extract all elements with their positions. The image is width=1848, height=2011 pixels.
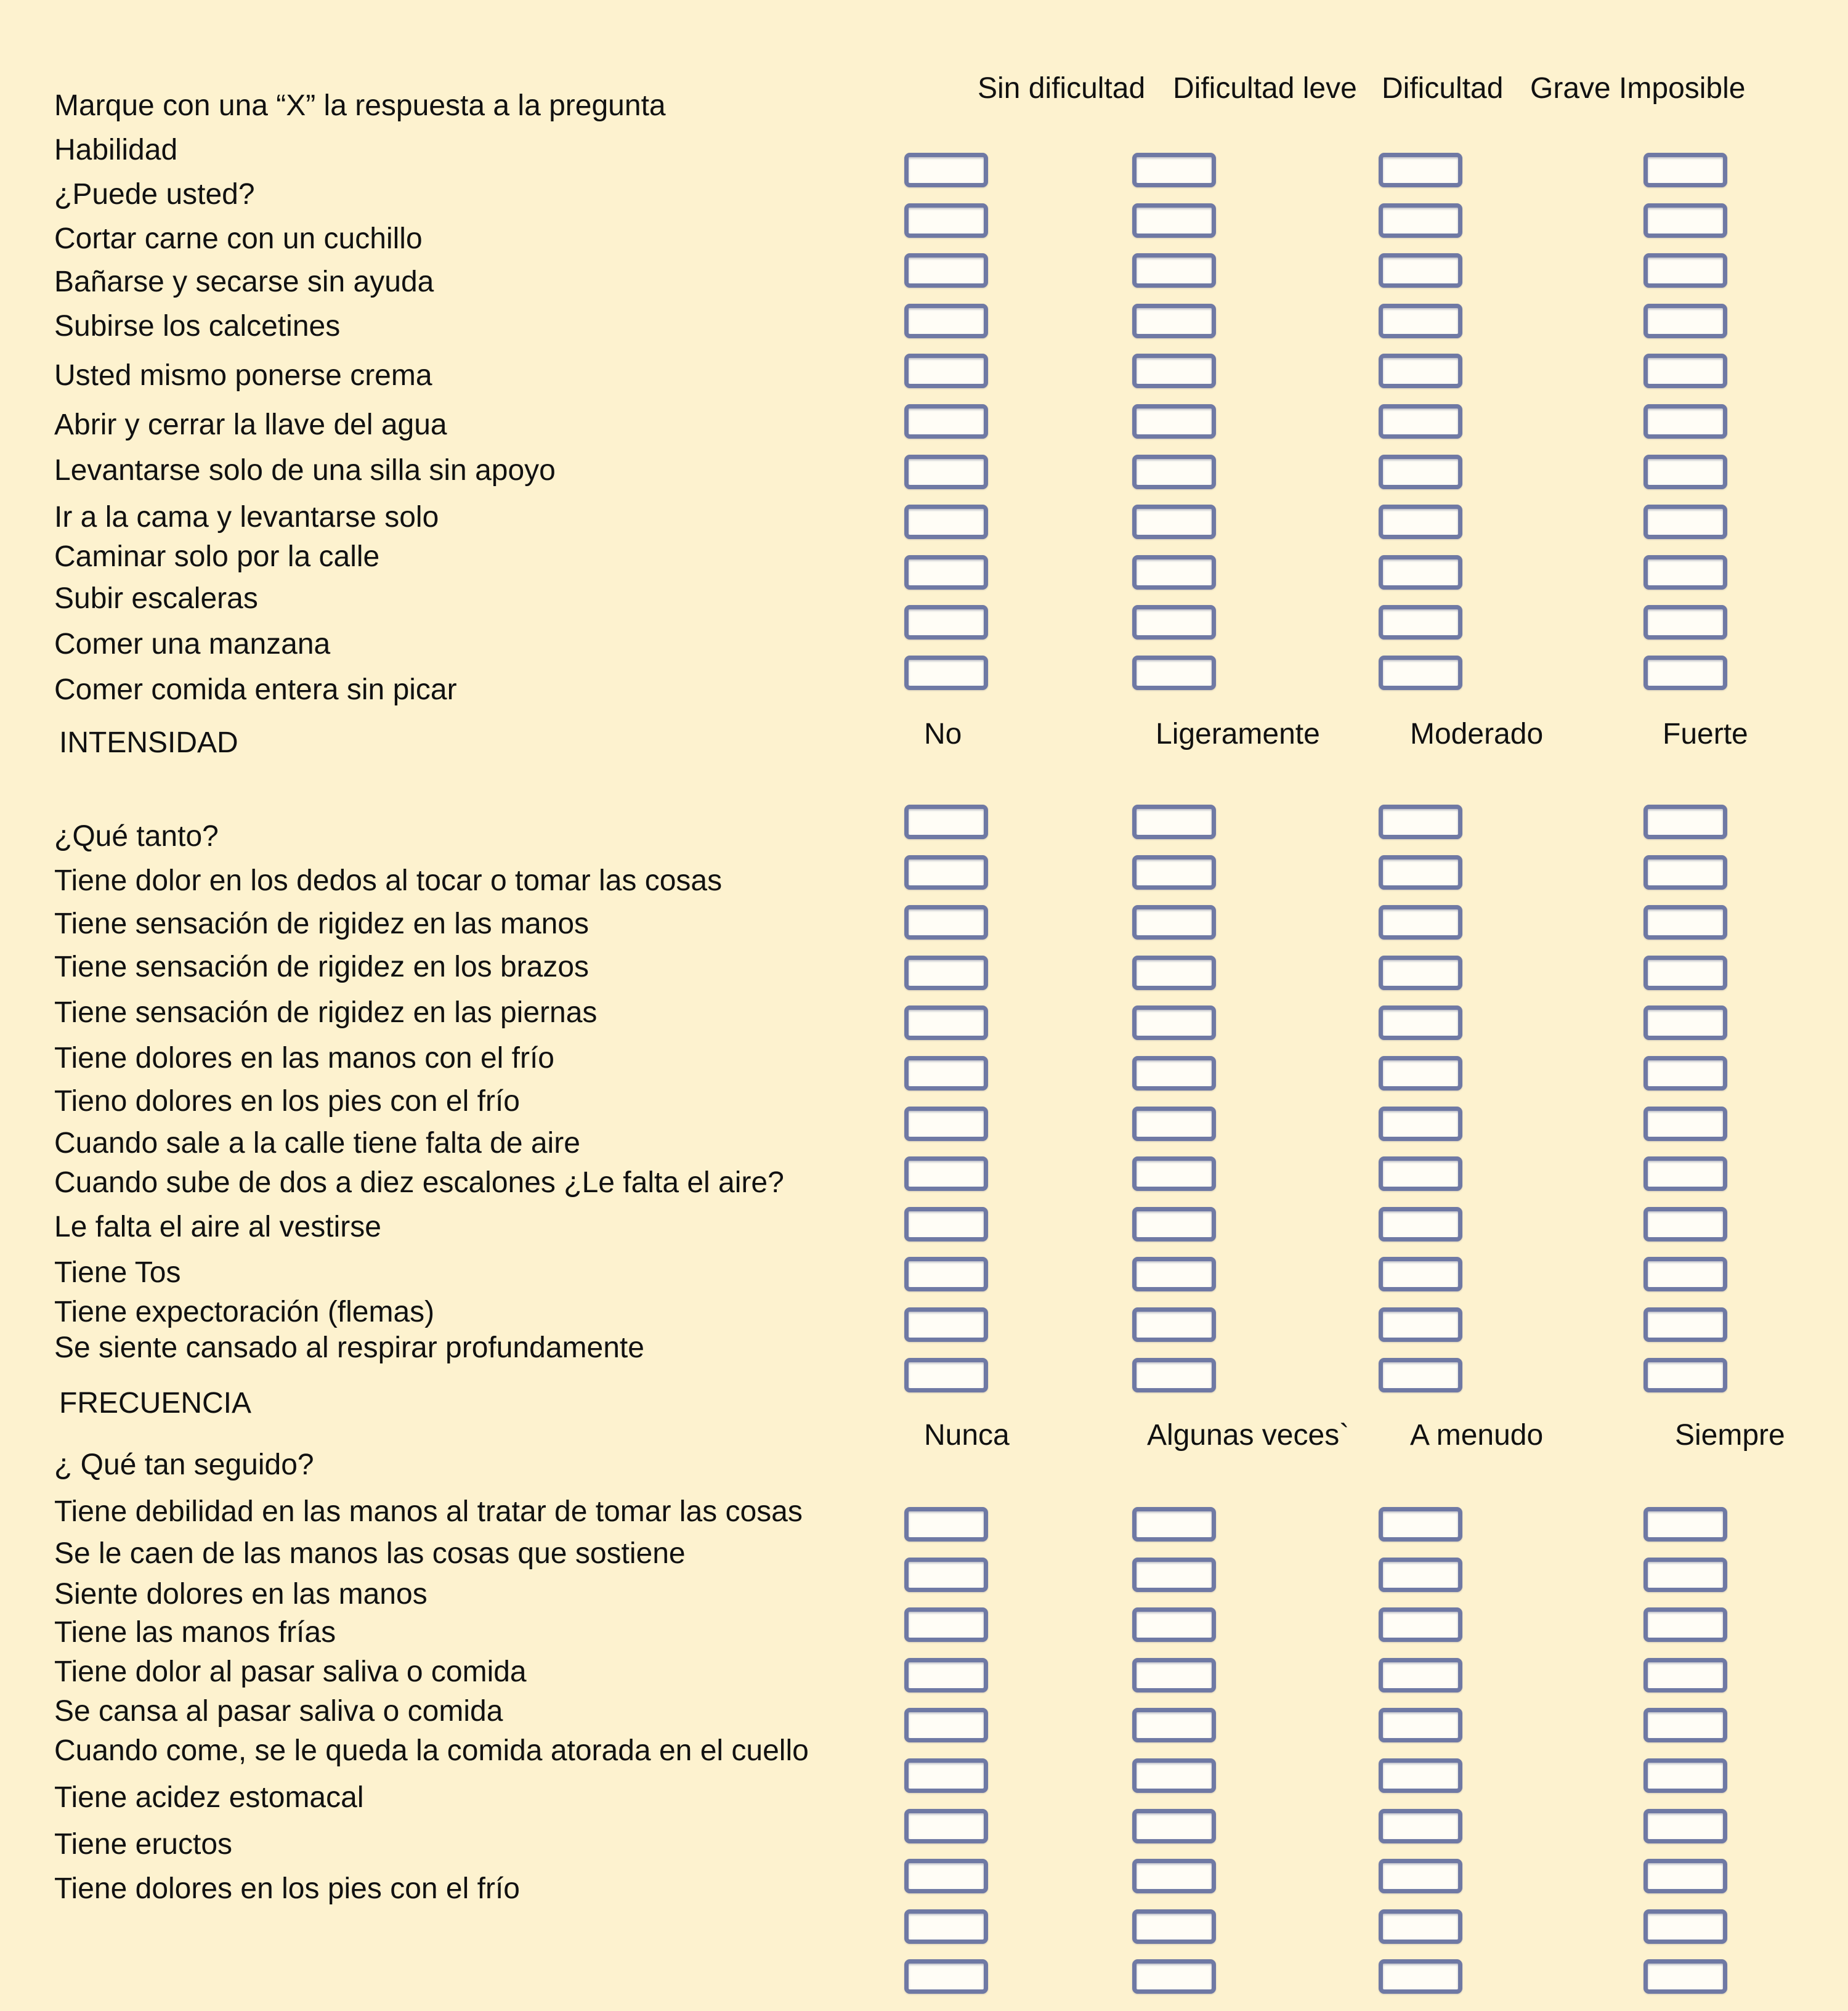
scale-intensidad-4: Fuerte (1663, 718, 1748, 750)
answer-checkbox[interactable] (1379, 1507, 1462, 1542)
answer-checkbox[interactable] (1643, 1658, 1727, 1692)
answer-checkbox[interactable] (1132, 1156, 1216, 1191)
answer-checkbox[interactable] (1379, 1358, 1462, 1392)
answer-checkbox[interactable] (1643, 1809, 1727, 1843)
answer-checkbox[interactable] (1379, 1107, 1462, 1141)
item-intensidad: Tiene expectoración (flemas) (54, 1296, 435, 1328)
answer-checkbox[interactable] (1379, 1859, 1462, 1893)
answer-checkbox[interactable] (1379, 1006, 1462, 1040)
answer-checkbox[interactable] (1132, 455, 1216, 489)
scale-intensidad-3: Moderado (1410, 718, 1544, 750)
answer-checkbox[interactable] (1132, 956, 1216, 990)
answer-checkbox[interactable] (1379, 805, 1462, 839)
answer-checkbox[interactable] (1643, 605, 1727, 640)
answer-checkbox[interactable] (904, 605, 988, 640)
answer-checkbox[interactable] (1643, 1708, 1727, 1742)
answer-checkbox[interactable] (904, 404, 988, 439)
answer-checkbox[interactable] (1643, 1859, 1727, 1893)
answer-checkbox[interactable] (1643, 956, 1727, 990)
answer-checkbox[interactable] (1643, 1056, 1727, 1091)
answer-checkbox[interactable] (1643, 1959, 1727, 1994)
answer-checkbox[interactable] (1379, 304, 1462, 338)
answer-checkbox[interactable] (904, 656, 988, 690)
answer-checkbox[interactable] (1379, 153, 1462, 187)
answer-checkbox[interactable] (1132, 505, 1216, 539)
answer-checkbox[interactable] (1643, 555, 1727, 590)
item-frecuencia: Tiene acidez estomacal (54, 1781, 364, 1814)
answer-checkbox[interactable] (1643, 805, 1727, 839)
answer-checkbox[interactable] (1132, 203, 1216, 238)
item-frecuencia: Se le caen de las manos las cosas que sostiene (54, 1537, 686, 1570)
answer-checkbox[interactable] (904, 555, 988, 590)
answer-checkbox[interactable] (1643, 1909, 1727, 1944)
item-intensidad: Tieno dolores en los pies con el frío (54, 1085, 520, 1118)
answer-checkbox[interactable] (904, 1909, 988, 1944)
answer-checkbox[interactable] (1132, 805, 1216, 839)
answer-checkbox[interactable] (904, 1207, 988, 1241)
answer-checkbox[interactable] (1132, 1809, 1216, 1843)
answer-checkbox[interactable] (904, 805, 988, 839)
answer-checkbox[interactable] (904, 905, 988, 940)
item-intensidad: Se siente cansado al respirar profundamente (54, 1331, 644, 1364)
section-question-habilidad: ¿Puede usted? (54, 178, 255, 211)
answer-checkbox[interactable] (1132, 304, 1216, 338)
item-habilidad: Levantarse solo de una silla sin apoyo (54, 454, 556, 487)
answer-checkbox[interactable] (904, 1607, 988, 1642)
answer-checkbox[interactable] (1132, 153, 1216, 187)
answer-checkbox[interactable] (1643, 304, 1727, 338)
answer-checkbox[interactable] (1132, 1006, 1216, 1040)
scale-habilidad-2: Dificultad leve (1173, 72, 1357, 105)
answer-checkbox[interactable] (904, 253, 988, 288)
answer-checkbox[interactable] (1379, 354, 1462, 388)
scale-frecuencia-4: Siempre (1675, 1419, 1785, 1452)
answer-checkbox[interactable] (1643, 1107, 1727, 1141)
item-frecuencia: Tiene debilidad en las manos al tratar de tomar las cosas (54, 1495, 803, 1528)
answer-checkbox[interactable] (904, 1859, 988, 1893)
answer-checkbox[interactable] (904, 354, 988, 388)
answer-checkbox[interactable] (904, 1006, 988, 1040)
answer-checkbox[interactable] (1643, 1558, 1727, 1592)
answer-checkbox[interactable] (1132, 1107, 1216, 1141)
item-frecuencia: Siente dolores en las manos (54, 1578, 428, 1611)
answer-checkbox[interactable] (1379, 505, 1462, 539)
answer-checkbox[interactable] (904, 1558, 988, 1592)
answer-checkbox[interactable] (1379, 1307, 1462, 1342)
answer-checkbox[interactable] (1379, 1607, 1462, 1642)
item-habilidad: Subir escaleras (54, 582, 258, 615)
answer-checkbox[interactable] (904, 153, 988, 187)
section-question-intensidad: ¿Qué tanto? (54, 820, 219, 853)
item-habilidad: Caminar solo por la calle (54, 540, 380, 573)
item-habilidad: Comer una manzana (54, 628, 331, 660)
answer-checkbox[interactable] (1643, 1156, 1727, 1191)
item-intensidad: Tiene sensación de rigidez en las piernas (54, 996, 598, 1029)
scale-habilidad-3: Dificultad (1382, 72, 1504, 105)
item-intensidad: Tiene Tos (54, 1256, 181, 1289)
item-frecuencia: Tiene eructos (54, 1828, 233, 1861)
answer-checkbox[interactable] (904, 1107, 988, 1141)
answer-checkbox[interactable] (1379, 855, 1462, 890)
answer-checkbox[interactable] (1643, 1358, 1727, 1392)
item-habilidad: Comer comida entera sin picar (54, 673, 457, 706)
answer-checkbox[interactable] (904, 1507, 988, 1542)
answer-checkbox[interactable] (1643, 1207, 1727, 1241)
answer-checkbox[interactable] (904, 1708, 988, 1742)
answer-checkbox[interactable] (904, 1658, 988, 1692)
answer-checkbox[interactable] (1379, 1056, 1462, 1091)
instruction-text: Marque con una “X” la respuesta a la pregunta (54, 89, 666, 122)
answer-checkbox[interactable] (1643, 203, 1727, 238)
answer-checkbox[interactable] (1379, 1809, 1462, 1843)
answer-checkbox[interactable] (904, 505, 988, 539)
answer-checkbox[interactable] (1379, 555, 1462, 590)
answer-checkbox[interactable] (1379, 1658, 1462, 1692)
answer-checkbox[interactable] (904, 1257, 988, 1291)
scale-habilidad-4: Grave Imposible (1530, 72, 1746, 105)
answer-checkbox[interactable] (1379, 404, 1462, 439)
answer-checkbox[interactable] (904, 956, 988, 990)
answer-checkbox[interactable] (904, 1809, 988, 1843)
answer-checkbox[interactable] (1379, 1207, 1462, 1241)
answer-checkbox[interactable] (904, 1959, 988, 1994)
answer-checkbox[interactable] (904, 1056, 988, 1091)
answer-checkbox[interactable] (1132, 1859, 1216, 1893)
item-frecuencia: Tiene dolores en los pies con el frío (54, 1872, 520, 1905)
answer-checkbox[interactable] (1643, 656, 1727, 690)
item-frecuencia: Tiene dolor al pasar saliva o comida (54, 1656, 527, 1688)
item-frecuencia: Cuando come, se le queda la comida atorada en el cuello (54, 1734, 809, 1767)
answer-checkbox[interactable] (1379, 956, 1462, 990)
answer-checkbox[interactable] (1132, 1307, 1216, 1342)
answer-checkbox[interactable] (904, 1358, 988, 1392)
answer-checkbox[interactable] (1132, 555, 1216, 590)
answer-checkbox[interactable] (904, 203, 988, 238)
section-title-habilidad: Habilidad (54, 134, 178, 166)
section-question-frecuencia: ¿ Qué tan seguido? (54, 1448, 314, 1481)
item-intensidad: Tiene sensación de rigidez en las manos (54, 908, 590, 940)
answer-checkbox[interactable] (1643, 855, 1727, 890)
answer-checkbox[interactable] (1643, 153, 1727, 187)
item-habilidad: Subirse los calcetines (54, 310, 341, 343)
answer-checkbox[interactable] (1379, 203, 1462, 238)
answer-checkbox[interactable] (1132, 1207, 1216, 1241)
answer-checkbox[interactable] (904, 455, 988, 489)
answer-checkbox[interactable] (904, 1758, 988, 1793)
answer-checkbox[interactable] (1132, 1358, 1216, 1392)
answer-checkbox[interactable] (904, 1307, 988, 1342)
answer-checkbox[interactable] (1132, 1257, 1216, 1291)
section-title-intensidad: INTENSIDAD (59, 726, 238, 759)
answer-checkbox[interactable] (1643, 905, 1727, 940)
answer-checkbox[interactable] (1379, 1758, 1462, 1793)
answer-checkbox[interactable] (1132, 1507, 1216, 1542)
answer-checkbox[interactable] (1379, 1156, 1462, 1191)
item-intensidad: Tiene dolores en las manos con el frío (54, 1042, 554, 1075)
item-habilidad: Usted mismo ponerse crema (54, 359, 432, 392)
answer-checkbox[interactable] (1379, 1257, 1462, 1291)
answer-checkbox[interactable] (1379, 1558, 1462, 1592)
answer-checkbox[interactable] (1132, 354, 1216, 388)
scale-intensidad-1: No (924, 718, 962, 750)
item-habilidad: Ir a la cama y levantarse solo (54, 501, 439, 534)
item-habilidad: Abrir y cerrar la llave del agua (54, 408, 447, 441)
answer-checkbox[interactable] (1379, 605, 1462, 640)
answer-checkbox[interactable] (1132, 253, 1216, 288)
answer-checkbox[interactable] (1132, 855, 1216, 890)
scale-intensidad-2: Ligeramente (1156, 718, 1320, 750)
scale-frecuencia-3: A menudo (1410, 1419, 1544, 1452)
answer-checkbox[interactable] (1379, 455, 1462, 489)
answer-checkbox[interactable] (904, 304, 988, 338)
answer-checkbox[interactable] (1379, 1708, 1462, 1742)
answer-checkbox[interactable] (1132, 1558, 1216, 1592)
answer-checkbox[interactable] (1132, 404, 1216, 439)
answer-checkbox[interactable] (1132, 1658, 1216, 1692)
answer-checkbox[interactable] (1132, 1758, 1216, 1793)
answer-checkbox[interactable] (1643, 1307, 1727, 1342)
answer-checkbox[interactable] (1643, 1607, 1727, 1642)
answer-checkbox[interactable] (1132, 1959, 1216, 1994)
answer-checkbox[interactable] (904, 855, 988, 890)
answer-checkbox[interactable] (1643, 1006, 1727, 1040)
answer-checkbox[interactable] (1379, 1959, 1462, 1994)
item-intensidad: Tiene dolor en los dedos al tocar o tomar las cosas (54, 864, 723, 897)
item-frecuencia: Se cansa al pasar saliva o comida (54, 1695, 503, 1728)
answer-checkbox[interactable] (1643, 1758, 1727, 1793)
item-intensidad: Le falta el aire al vestirse (54, 1211, 381, 1243)
answer-checkbox[interactable] (1643, 505, 1727, 539)
scale-frecuencia-2: Algunas veces` (1147, 1419, 1350, 1452)
item-habilidad: Cortar carne con un cuchillo (54, 222, 423, 255)
answer-checkbox[interactable] (904, 1156, 988, 1191)
item-habilidad: Bañarse y secarse sin ayuda (54, 266, 434, 298)
answer-checkbox[interactable] (1132, 656, 1216, 690)
item-intensidad: Tiene sensación de rigidez en los brazos (54, 951, 590, 983)
answer-checkbox[interactable] (1132, 1607, 1216, 1642)
answer-checkbox[interactable] (1643, 404, 1727, 439)
item-intensidad: Cuando sale a la calle tiene falta de aire (54, 1127, 580, 1160)
item-frecuencia: Tiene las manos frías (54, 1616, 336, 1649)
section-title-frecuencia: FRECUENCIA (59, 1387, 252, 1420)
answer-checkbox[interactable] (1132, 1909, 1216, 1944)
scale-habilidad-1: Sin dificultad (978, 72, 1146, 105)
answer-checkbox[interactable] (1132, 905, 1216, 940)
answer-checkbox[interactable] (1132, 1056, 1216, 1091)
answer-checkbox[interactable] (1643, 253, 1727, 288)
answer-checkbox[interactable] (1643, 1257, 1727, 1291)
answer-checkbox[interactable] (1643, 354, 1727, 388)
answer-checkbox[interactable] (1379, 1909, 1462, 1944)
answer-checkbox[interactable] (1132, 605, 1216, 640)
answer-checkbox[interactable] (1643, 1507, 1727, 1542)
answer-checkbox[interactable] (1132, 1708, 1216, 1742)
scale-frecuencia-1: Nunca (924, 1419, 1010, 1452)
item-intensidad: Cuando sube de dos a diez escalones ¿Le falta el aire? (54, 1166, 784, 1199)
answer-checkbox[interactable] (1379, 656, 1462, 690)
answer-checkbox[interactable] (1643, 455, 1727, 489)
answer-checkbox[interactable] (1379, 253, 1462, 288)
answer-checkbox[interactable] (1379, 905, 1462, 940)
